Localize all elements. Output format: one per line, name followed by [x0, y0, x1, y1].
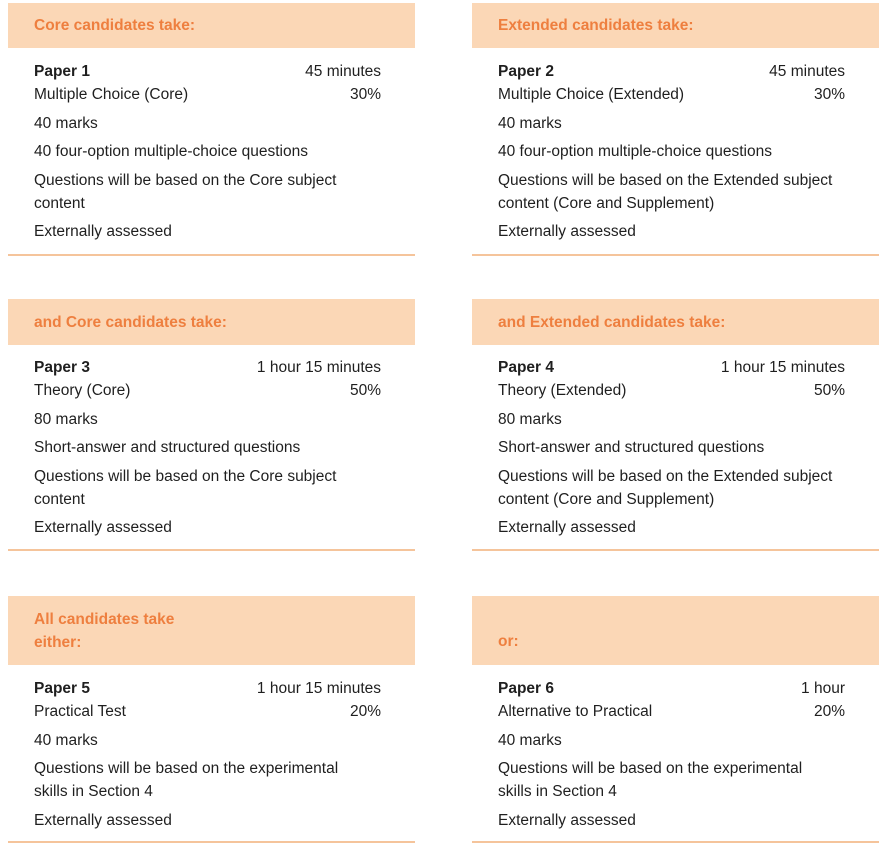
paper-title: Alternative to Practical [498, 703, 653, 720]
box-divider [472, 841, 879, 843]
paper-3-box [8, 299, 415, 539]
box-body [8, 665, 415, 832]
paper-detail: 40 four-option multiple-choice questions [498, 143, 772, 160]
paper-assessment: Externally assessed [34, 811, 172, 829]
paper-4-box [472, 299, 879, 539]
paper-weight: 30% [349, 86, 381, 103]
paper-title: Practical Test [34, 703, 126, 720]
box-header: Extended candidates take: [472, 3, 879, 48]
box-body [8, 345, 415, 539]
box-header: Core candidates take: [8, 3, 415, 48]
paper-row [34, 60, 381, 83]
paper-marks: 40 marks [34, 731, 98, 749]
paper-detail: Questions will be based on the Extended subject content (Core and Supplement) [498, 171, 833, 212]
paper-detail: 40 four-option multiple-choice questions [34, 143, 308, 160]
paper-detail: Questions will be based on the Extended subject content (Core and Supplement) [498, 467, 833, 508]
title-row [498, 379, 845, 402]
paper-name: Paper 4 [498, 359, 555, 376]
paper-title: Multiple Choice (Extended) [498, 86, 685, 103]
paper-detail: Short-answer and structured questions [498, 439, 765, 456]
paper-weight: 50% [813, 382, 845, 399]
box-divider [8, 549, 415, 551]
paper-marks: 40 marks [498, 731, 562, 749]
paper-duration: 45 minutes [305, 63, 381, 80]
paper-assessment: Externally assessed [498, 811, 636, 829]
paper-5-box [8, 596, 415, 832]
paper-name: Paper 3 [34, 359, 91, 376]
paper-detail: Questions will be based on the experimental skills in Section 4 [498, 760, 803, 800]
paper-title: Theory (Extended) [498, 382, 627, 399]
paper-2-box [472, 3, 879, 243]
paper-marks: 80 marks [498, 410, 562, 428]
paper-assessment: Externally assessed [34, 223, 172, 240]
title-row [498, 83, 845, 106]
paper-assessment: Externally assessed [498, 223, 636, 240]
paper-detail: Questions will be based on the experimental skills in Section 4 [34, 760, 339, 800]
paper-weight: 30% [813, 86, 845, 103]
paper-row [498, 677, 845, 700]
box-body [472, 665, 879, 832]
paper-duration: 1 hour 15 minutes [256, 359, 381, 376]
paper-weight: 20% [349, 703, 381, 720]
paper-weight: 50% [349, 382, 381, 399]
paper-name: Paper 6 [498, 680, 555, 697]
box-divider [8, 841, 415, 843]
box-header: and Core candidates take: [8, 299, 415, 345]
paper-duration: 45 minutes [769, 63, 845, 80]
paper-detail: Questions will be based on the Core subject content [34, 467, 337, 508]
paper-1-box [8, 3, 415, 243]
box-body [8, 48, 415, 243]
box-divider [8, 254, 415, 256]
paper-marks: 80 marks [34, 410, 98, 428]
box-header: and Extended candidates take: [472, 299, 879, 345]
paper-row [34, 677, 381, 700]
paper-row [498, 60, 845, 83]
box-divider [472, 254, 879, 256]
paper-marks: 40 marks [34, 114, 98, 132]
paper-duration: 1 hour 15 minutes [720, 359, 845, 376]
box-body [472, 345, 879, 539]
paper-title: Multiple Choice (Core) [34, 86, 189, 103]
box-body [472, 48, 879, 243]
box-divider [472, 549, 879, 551]
box-header: All candidates take either: [34, 611, 175, 651]
title-row [34, 700, 381, 723]
paper-name: Paper 2 [498, 63, 555, 80]
paper-assessment: Externally assessed [34, 519, 172, 536]
paper-name: Paper 1 [34, 63, 91, 80]
paper-row [34, 356, 381, 379]
paper-title: Theory (Core) [34, 382, 131, 399]
paper-6-box [472, 596, 879, 832]
paper-duration: 1 hour [801, 680, 845, 697]
paper-detail: Questions will be based on the Core subject content [34, 171, 337, 212]
paper-duration: 1 hour 15 minutes [256, 680, 381, 697]
paper-name: Paper 5 [34, 680, 91, 697]
paper-assessment: Externally assessed [498, 519, 636, 536]
paper-row [498, 356, 845, 379]
paper-marks: 40 marks [498, 114, 562, 132]
paper-detail: Short-answer and structured questions [34, 439, 301, 456]
box-header: or: [472, 596, 879, 665]
title-row [34, 83, 381, 106]
paper-weight: 20% [813, 703, 845, 720]
title-row [34, 379, 381, 402]
title-row [498, 700, 845, 723]
